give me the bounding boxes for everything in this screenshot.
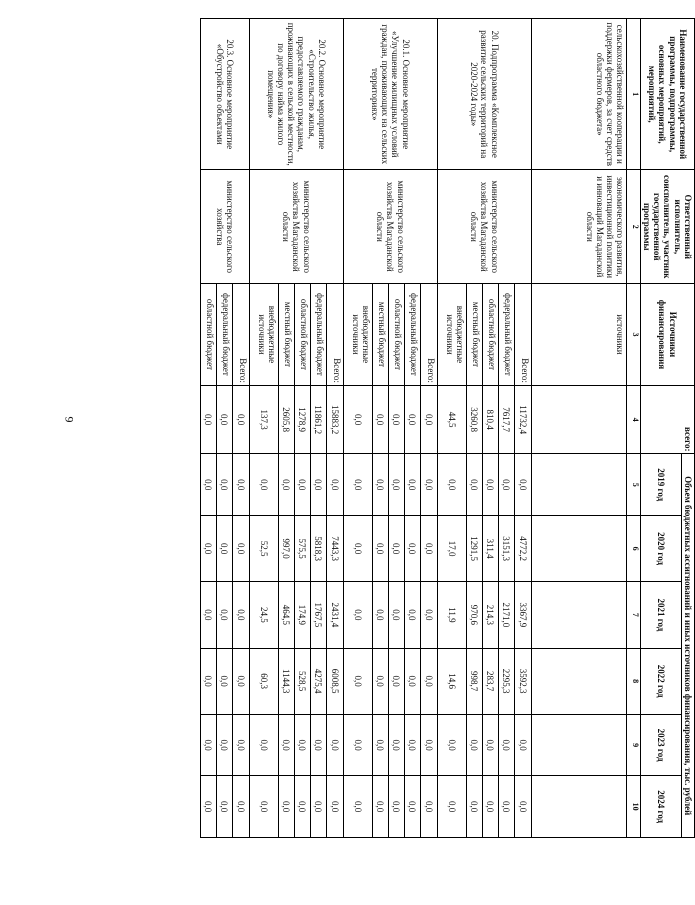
year-value: 0,0 (326, 776, 343, 838)
header-group: Объем бюджетных ассигнований и иных источников финансирования, тыс. рублей (681, 454, 694, 838)
year-value: 214,3 (482, 582, 498, 648)
funding-source: местный бюджет (466, 284, 482, 386)
header-year: 2019 год (640, 454, 681, 516)
program-executor: министерство сельского хозяйства Магаданской области (249, 170, 343, 284)
total-value: 0,0 (388, 385, 404, 454)
year-value: 0,0 (514, 714, 531, 776)
year-value: 0,0 (326, 454, 343, 516)
year-value: 11,9 (437, 582, 466, 648)
funding-source: областной бюджет (482, 284, 498, 386)
year-value: 0,0 (372, 454, 388, 516)
year-value: 0,0 (232, 582, 249, 648)
empty-cell (531, 582, 626, 648)
year-value: 0,0 (294, 714, 310, 776)
intro-executor: экономического развития, инвестиционной политики и инноваций Магаданской области (531, 170, 626, 284)
year-value: 0,0 (388, 582, 404, 648)
year-value: 0,0 (232, 516, 249, 582)
year-value: 0,0 (388, 648, 404, 714)
program-executor: министерство сельского хозяйства Магаданской области (437, 170, 531, 284)
page-number: 9 (62, 416, 77, 423)
year-value: 0,0 (216, 776, 232, 838)
budget-table (200, 18, 695, 838)
year-value: 0,0 (294, 454, 310, 516)
year-value: 2295,3 (498, 648, 514, 714)
empty-cell (531, 385, 626, 454)
year-value: 0,0 (216, 516, 232, 582)
total-value: 0,0 (216, 385, 232, 454)
year-value: 0,0 (326, 714, 343, 776)
year-value: 0,0 (294, 776, 310, 838)
year-value: 998,7 (466, 648, 482, 714)
funding-source: федеральный бюджет (216, 284, 232, 386)
total-value: 0,0 (343, 385, 372, 454)
funding-source: областной бюджет (294, 284, 310, 386)
total-value: 11732,4 (514, 385, 531, 454)
year-value: 0,0 (372, 582, 388, 648)
program-name: 20.3. Основное мероприятие «Обустройство объектами (200, 19, 249, 170)
year-value: 0,0 (388, 454, 404, 516)
table-body (200, 19, 626, 838)
year-value: 0,0 (437, 714, 466, 776)
year-value: 0,0 (372, 516, 388, 582)
funding-source: федеральный бюджет (498, 284, 514, 386)
year-value: 14,6 (437, 648, 466, 714)
year-value: 0,0 (343, 454, 372, 516)
empty-cell (531, 714, 626, 776)
year-value: 0,0 (498, 454, 514, 516)
index-cell: 6 (626, 516, 640, 582)
index-row (626, 19, 640, 838)
year-value: 0,0 (232, 648, 249, 714)
program-name: 20. Подпрограмма «Комплексное развитие сельских территорий на 2020-2024 годы» (437, 19, 531, 170)
year-value: 0,0 (514, 454, 531, 516)
year-value: 0,0 (498, 776, 514, 838)
year-value: 0,0 (482, 776, 498, 838)
header-executor: Ответственный исполнитель, соисполнитель, участник государственной программы (640, 170, 694, 284)
year-value: 5818,3 (310, 516, 326, 582)
year-value: 0,0 (200, 776, 216, 838)
year-value: 3367,9 (514, 582, 531, 648)
year-value: 0,0 (482, 714, 498, 776)
year-value: 0,0 (466, 714, 482, 776)
index-cell: 2 (626, 170, 640, 284)
year-value: 0,0 (404, 648, 420, 714)
year-value: 0,0 (343, 776, 372, 838)
year-value: 0,0 (482, 454, 498, 516)
year-value: 528,5 (294, 648, 310, 714)
total-value: 0,0 (200, 385, 216, 454)
header-total: всего: (640, 385, 694, 454)
year-value: 0,0 (200, 648, 216, 714)
program-executor: министерство сельского хозяйства (200, 170, 249, 284)
year-value: 0,0 (437, 454, 466, 516)
year-value: 0,0 (420, 776, 437, 838)
year-value: 2171,0 (498, 582, 514, 648)
funding-source: федеральный бюджет (310, 284, 326, 386)
year-value: 0,0 (388, 516, 404, 582)
total-value: 810,4 (482, 385, 498, 454)
total-value: 7617,7 (498, 385, 514, 454)
year-value: 0,0 (372, 714, 388, 776)
year-value: 0,0 (466, 776, 482, 838)
year-value: 0,0 (466, 454, 482, 516)
index-cell: 5 (626, 454, 640, 516)
header-row-1 (681, 19, 694, 838)
index-cell: 9 (626, 714, 640, 776)
funding-source: областной бюджет (388, 284, 404, 386)
year-value: 0,0 (404, 516, 420, 582)
year-value: 464,5 (278, 582, 294, 648)
year-value: 1144,3 (278, 648, 294, 714)
year-value: 0,0 (420, 714, 437, 776)
year-value: 0,0 (216, 648, 232, 714)
funding-source: внебюджетные источники (437, 284, 466, 386)
year-value: 0,0 (200, 582, 216, 648)
funding-source: Всего: (232, 284, 249, 386)
table-row (420, 19, 437, 838)
funding-source: Всего: (514, 284, 531, 386)
total-value: 0,0 (404, 385, 420, 454)
year-value: 52,5 (249, 516, 278, 582)
year-value: 311,4 (482, 516, 498, 582)
table-row (326, 19, 343, 838)
funding-source: Всего: (420, 284, 437, 386)
year-value: 0,0 (249, 454, 278, 516)
year-value: 0,0 (343, 714, 372, 776)
header-year: 2020 год (640, 516, 681, 582)
funding-source: внебюджетные источники (249, 284, 278, 386)
year-value: 0,0 (232, 776, 249, 838)
funding-source: федеральный бюджет (404, 284, 420, 386)
intro-source: источники (531, 284, 626, 386)
funding-source: местный бюджет (372, 284, 388, 386)
year-value: 0,0 (216, 454, 232, 516)
index-cell: 4 (626, 385, 640, 454)
year-value: 0,0 (498, 714, 514, 776)
year-value: 0,0 (420, 516, 437, 582)
index-cell: 1 (626, 19, 640, 170)
year-value: 0,0 (420, 454, 437, 516)
year-value: 0,0 (216, 714, 232, 776)
header-year: 2023 год (640, 714, 681, 776)
year-value: 0,0 (232, 714, 249, 776)
year-value: 17,0 (437, 516, 466, 582)
year-value: 0,0 (372, 776, 388, 838)
header-year: 2021 год (640, 582, 681, 648)
year-value: 1767,5 (310, 582, 326, 648)
year-value: 0,0 (200, 714, 216, 776)
year-value: 0,0 (404, 454, 420, 516)
program-executor: министерство сельского хозяйства Магаданской области (343, 170, 437, 284)
year-value: 3151,3 (498, 516, 514, 582)
funding-source: областной бюджет (200, 284, 216, 386)
index-cell: 8 (626, 648, 640, 714)
year-value: 0,0 (343, 582, 372, 648)
total-value: 137,3 (249, 385, 278, 454)
index-cell: 10 (626, 776, 640, 838)
year-value: 6008,5 (326, 648, 343, 714)
year-value: 0,0 (200, 516, 216, 582)
year-value: 60,3 (249, 648, 278, 714)
year-value: 1291,5 (466, 516, 482, 582)
year-value: 0,0 (232, 454, 249, 516)
empty-cell (531, 648, 626, 714)
year-value: 4772,2 (514, 516, 531, 582)
year-value: 4275,4 (310, 648, 326, 714)
year-value: 24,5 (249, 582, 278, 648)
empty-cell (531, 516, 626, 582)
program-name: 20.1. Основное мероприятие «Улучшение жилищных условий граждан, проживающих на сельских территориях» (343, 19, 437, 170)
year-value: 0,0 (514, 776, 531, 838)
table-row (232, 19, 249, 838)
year-value: 0,0 (420, 648, 437, 714)
funding-source: внебюджетные источники (343, 284, 372, 386)
year-value: 0,0 (343, 516, 372, 582)
year-value: 0,0 (216, 582, 232, 648)
total-value: 2605,8 (278, 385, 294, 454)
header-source: Источники финансирования (640, 284, 694, 386)
total-value: 0,0 (372, 385, 388, 454)
year-value: 0,0 (278, 454, 294, 516)
empty-cell (531, 454, 626, 516)
total-value: 1278,9 (294, 385, 310, 454)
year-value: 0,0 (278, 714, 294, 776)
intro-row (531, 19, 626, 838)
total-value: 44,5 (437, 385, 466, 454)
index-cell: 7 (626, 582, 640, 648)
index-cell: 3 (626, 284, 640, 386)
header-year: 2022 год (640, 648, 681, 714)
intro-name: сельскохозяйственной кооперации и поддержки фермеров, за счет средств областного бюджета» (531, 19, 626, 170)
year-value: 0,0 (310, 714, 326, 776)
year-value: 0,0 (388, 714, 404, 776)
year-value: 0,0 (420, 582, 437, 648)
year-value: 0,0 (404, 776, 420, 838)
year-value: 0,0 (372, 648, 388, 714)
year-value: 970,6 (466, 582, 482, 648)
year-value: 0,0 (404, 582, 420, 648)
year-value: 283,7 (482, 648, 498, 714)
total-value: 11861,2 (310, 385, 326, 454)
total-value: 0,0 (232, 385, 249, 454)
year-value: 0,0 (200, 454, 216, 516)
year-value: 0,0 (437, 776, 466, 838)
year-value: 2431,4 (326, 582, 343, 648)
year-value: 997,0 (278, 516, 294, 582)
total-value: 0,0 (420, 385, 437, 454)
table-row (514, 19, 531, 838)
year-value: 7443,3 (326, 516, 343, 582)
year-value: 575,5 (294, 516, 310, 582)
funding-source: местный бюджет (278, 284, 294, 386)
year-value: 0,0 (343, 648, 372, 714)
header-year: 2024 год (640, 776, 681, 838)
empty-cell (531, 776, 626, 838)
total-value: 15883,2 (326, 385, 343, 454)
year-value: 3592,3 (514, 648, 531, 714)
year-value: 0,0 (310, 776, 326, 838)
total-value: 3260,8 (466, 385, 482, 454)
rotated-page (117, 18, 695, 838)
year-value: 0,0 (404, 714, 420, 776)
year-value: 0,0 (310, 454, 326, 516)
program-name: 20.2. Основное мероприятие «Строительство жилья, предоставляемого гражданам, проживающих в сельской местности, по договору найма жилого помещения» (249, 19, 343, 170)
year-value: 0,0 (249, 776, 278, 838)
year-value: 174,9 (294, 582, 310, 648)
funding-source: Всего: (326, 284, 343, 386)
year-value: 0,0 (249, 714, 278, 776)
year-value: 0,0 (278, 776, 294, 838)
header-name: Наименование государственной программы, подпрограммы, основных мероприятий, мероприятий, (640, 19, 694, 170)
year-value: 0,0 (388, 776, 404, 838)
